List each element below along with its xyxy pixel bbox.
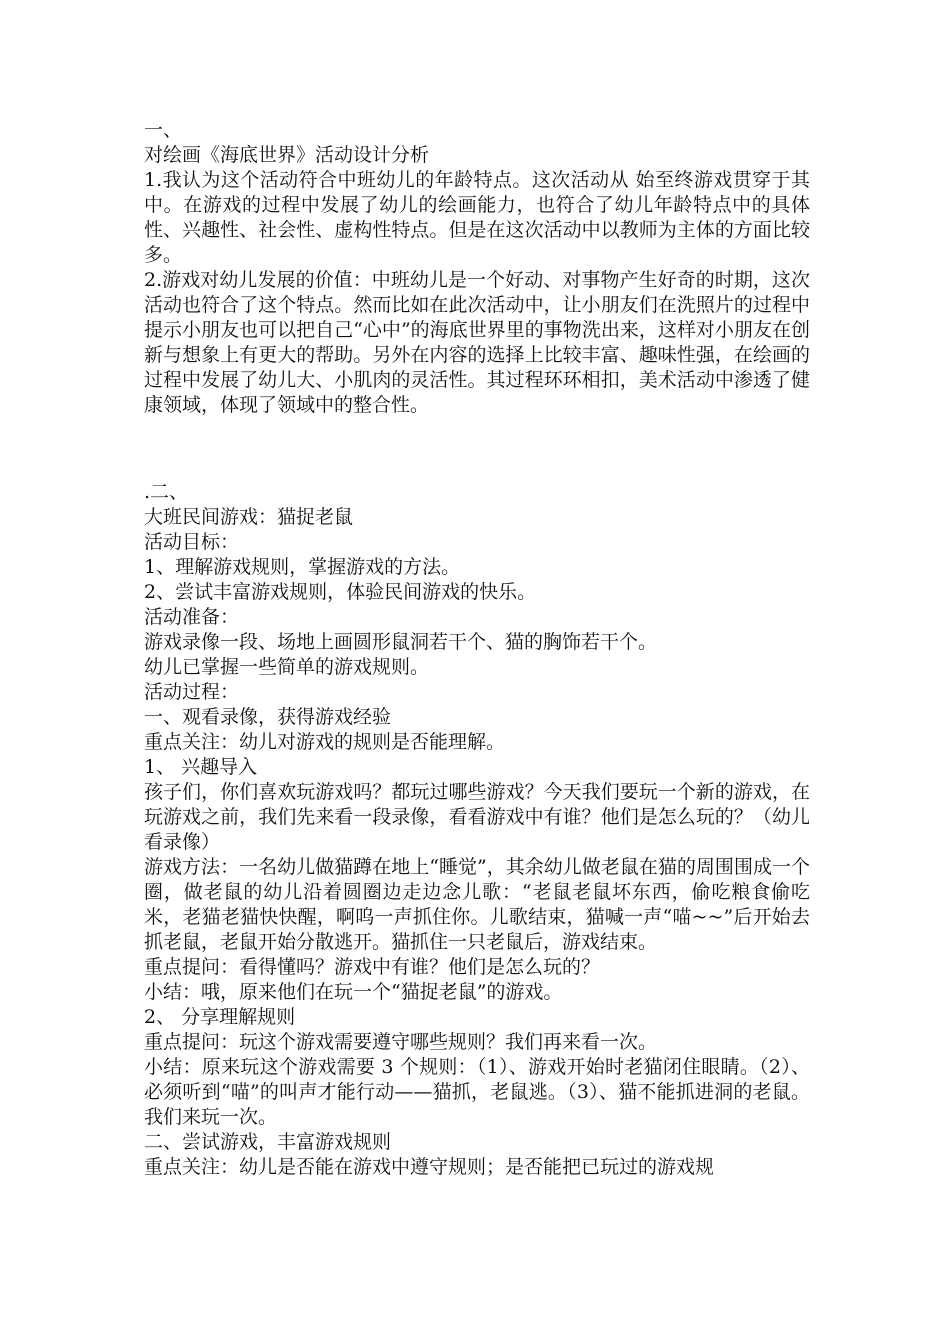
goal-item-1: 1、理解游戏规则，掌握游戏的方法。 [144, 556, 461, 578]
section-2-title: 大班民间游戏：猫捉老鼠 [144, 506, 354, 528]
sub-1-heading: 1、 兴趣导入 [144, 756, 258, 778]
game-method: 游戏方法：一名幼儿做猫蹲在地上“睡觉”，其余幼儿做老鼠在猫的周围围成一个圈，做老鼠的幼儿沿着圆圈边走边念儿歌：“老鼠老鼠坏东西，偷吃粮食偷吃米，老猫老猫快快醒，啊呜一声抓住你。儿歌结束，猫喊一声“喵~~”后开始去抓老鼠，老鼠开始分散逃开。猫抓住一只老鼠后，游戏结束。 [144, 856, 810, 953]
prep-item-1: 游戏录像一段、场地上画圆形鼠洞若干个、猫的胸饰若干个。 [144, 631, 658, 653]
focus-2: 重点关注：幼儿是否能在游戏中遵守规则；是否能把已玩过的游戏规 [144, 1156, 715, 1178]
process-heading: 活动过程： [144, 681, 240, 703]
section-1-paragraph-1: 1.我认为这个活动符合中班幼儿的年龄特点。这次活动从 始至终游戏贯穿于其中。在游戏的过程中发展了幼儿的绘画能力，也符合了幼儿年龄特点中的具体性、兴趣性、社会性、虚构性特点。但是在这次活动中以教师为主体的方面比较多。 [144, 169, 810, 266]
question-2: 重点提问：玩这个游戏需要遵守哪些规则？我们再来看一次。 [144, 1031, 658, 1053]
goal-heading: 活动目标： [144, 531, 240, 553]
step-2-heading: 二、尝试游戏，丰富游戏规则 [144, 1131, 392, 1153]
question-1: 重点提问：看得懂吗？游戏中有谁？他们是怎么玩的？ [144, 956, 601, 978]
goal-item-2: 2、尝试丰富游戏规则，体验民间游戏的快乐。 [144, 581, 537, 603]
section-1-number: 一、 [144, 119, 183, 141]
section-1-paragraph-2: 2.游戏对幼儿发展的价值：中班幼儿是一个好动、对事物产生好奇的时期，这次活动也符合了这个特点。然而比如在此次活动中，让小朋友们在洗照片的过程中提示小朋友也可以把自己“心中”的海底世界里的事物洗出来，这样对小朋友在创新与想象上有更大的帮助。另外在内容的选择上比较丰富、趣味性强，在绘画的过程中发展了幼儿大、小肌肉的灵活性。其过程环环相扣，美术活动中渗透了健康领域，体现了领域中的整合性。 [144, 269, 810, 416]
summary-2: 小结：原来玩这个游戏需要 3 个规则：（1）、游戏开始时老猫闭住眼睛。（2）、必须听到“喵”的叫声才能行动——猫抓，老鼠逃。（3）、猫不能抓进洞的老鼠。我们来玩一次。 [144, 1056, 810, 1128]
step-1-heading: 一、观看录像，获得游戏经验 [144, 706, 392, 728]
prep-item-2: 幼儿已掌握一些简单的游戏规则。 [144, 656, 430, 678]
section-gap [144, 418, 810, 480]
prep-heading: 活动准备： [144, 606, 240, 628]
document-body [144, 118, 810, 1180]
section-2-number: .二、 [144, 481, 189, 503]
sub-2-heading: 2、 分享理解规则 [144, 1006, 296, 1028]
summary-1: 小结：哦，原来他们在玩一个“猫捉老鼠”的游戏。 [144, 981, 563, 1003]
section-1-title: 对绘画《海底世界》活动设计分析 [144, 144, 430, 166]
sub-1-text: 孩子们，你们喜欢玩游戏吗？都玩过哪些游戏？今天我们要玩一个新的游戏，在玩游戏之前，我们先来看一段录像，看看游戏中有谁？他们是怎么玩的？（幼儿看录像） [144, 781, 810, 853]
focus-1: 重点关注：幼儿对游戏的规则是否能理解。 [144, 731, 506, 753]
